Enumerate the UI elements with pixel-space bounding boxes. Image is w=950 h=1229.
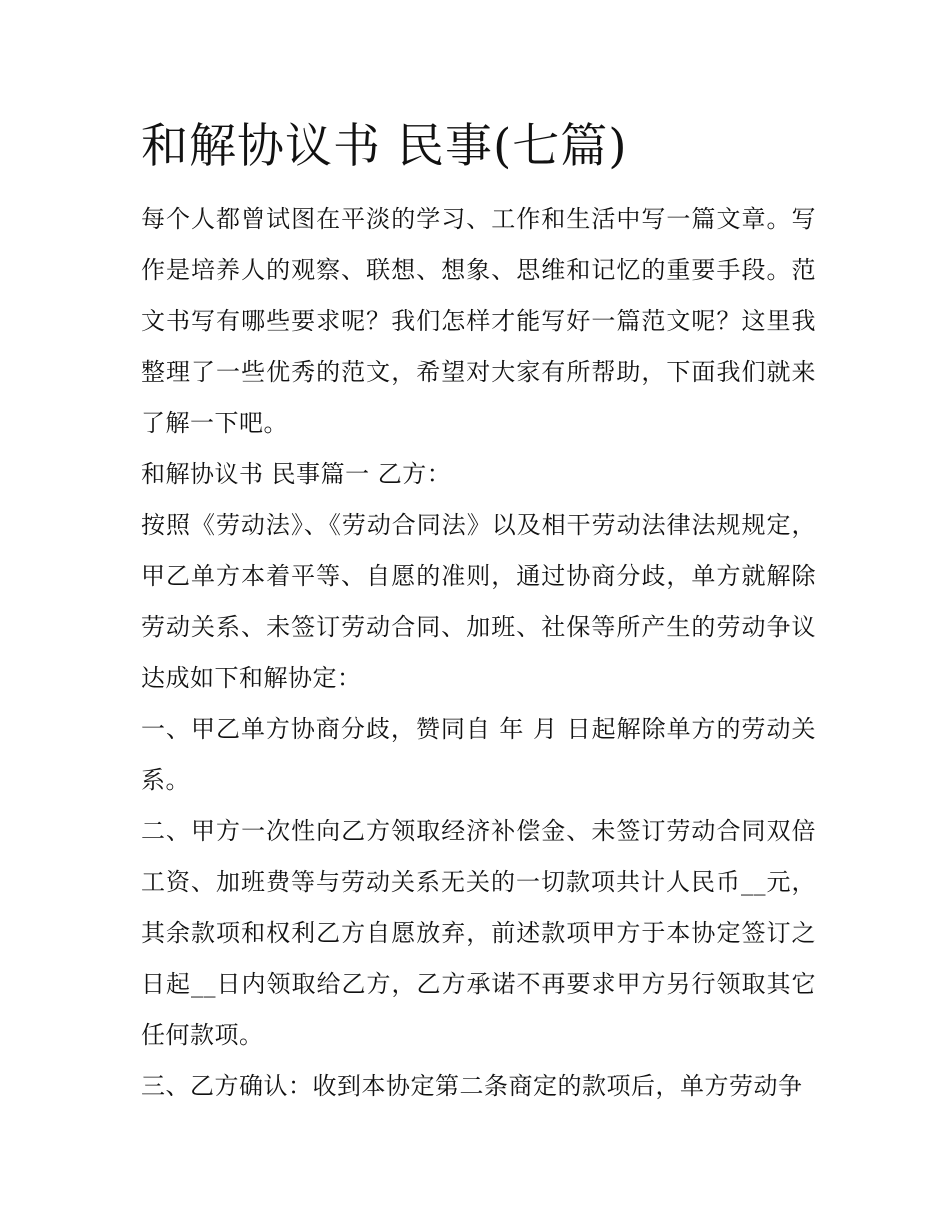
clause-one: 一、甲乙单方协商分歧，赞同自 年 月 日起解除单方的劳动关系。: [141, 715, 816, 794]
intro-paragraph: 每个人都曾试图在平淡的学习、工作和生活中写一篇文章。写作是培养人的观察、联想、想象、思维和记忆的重要手段。范文书写有哪些要求呢？我们怎样才能写好一篇范文呢？这里我整理了一些优秀的范文，希望对大家有所帮助，下面我们就来了解一下吧。: [141, 205, 816, 437]
clause-two: 二、甲方一次性向乙方领取经济补偿金、未签订劳动合同双倍工资、加班费等与劳动关系无关的一切款项共计人民币__元，其余款项和权利乙方自愿放弃，前述款项甲方于本协定签订之日起__日内领取给乙方，乙方承诺不再要求甲方另行领取其它任何款项。: [141, 817, 816, 1049]
document-title: 和解协议书 民事(七篇): [141, 119, 628, 174]
document-page: [141, 112, 816, 1112]
agreement-preamble: 按照《劳动法》、《劳动合同法》以及相干劳动法律法规规定，甲乙单方本着平等、自愿的准则，通过协商分歧，单方就解除劳动关系、未签订劳动合同、加班、社保等所产生的劳动争议达成如下和解协定：: [141, 511, 816, 692]
section-heading: 和解协议书 民事篇一 乙方：: [141, 460, 452, 488]
clause-three: 三、乙方确认：收到本协定第二条商定的款项后，单方劳动争: [141, 1072, 803, 1100]
